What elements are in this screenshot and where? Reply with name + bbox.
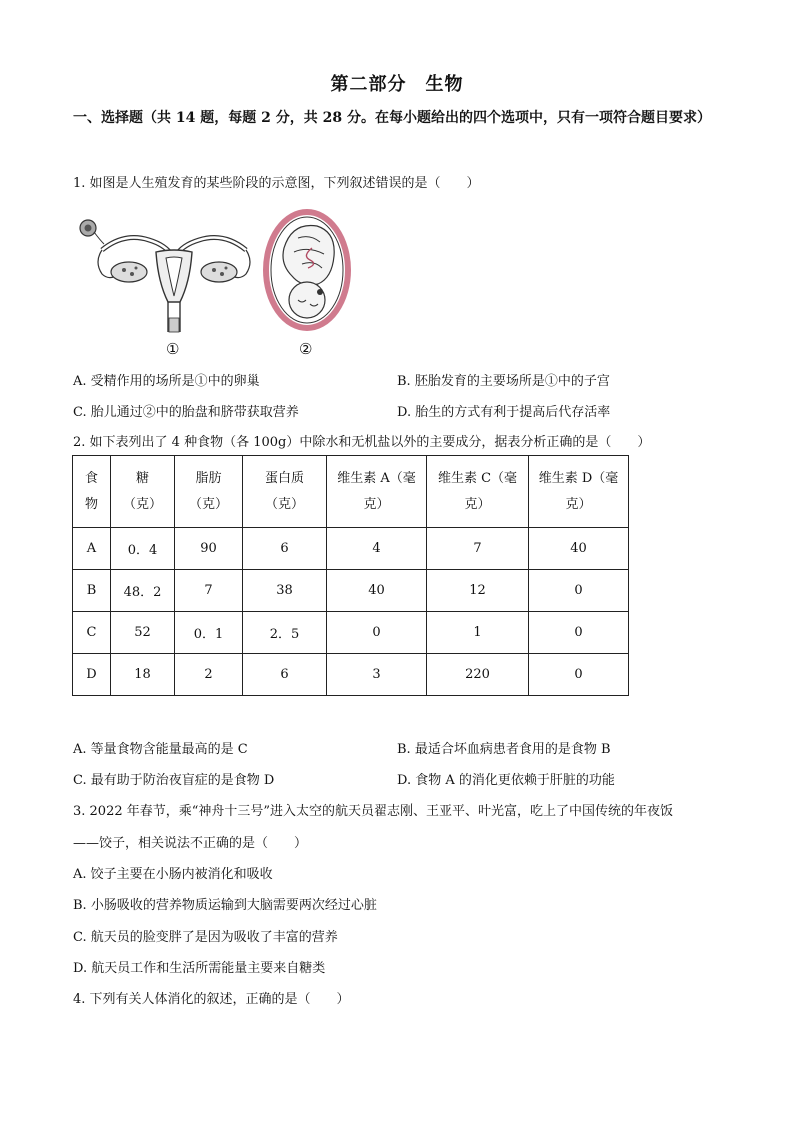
table-cell: 3 — [327, 654, 427, 696]
table-cell: 90 — [175, 528, 243, 570]
table-cell: 0 — [529, 612, 629, 654]
table-header-cell: 糖 （克） — [111, 456, 175, 528]
question-4-stem: 4. 下列有关人体消化的叙述，正确的是（ ） — [73, 992, 350, 1007]
table-cell: 220 — [427, 654, 529, 696]
table-cell: 7 — [427, 528, 529, 570]
question-2-stem: 2. 如下表列出了 4 种食物（各 100g）中除水和无机盐以外的主要成分，据表分析正确的是（ ） — [73, 435, 651, 450]
table-header-cell: 食 物 — [73, 456, 111, 528]
table-cell: B — [73, 570, 111, 612]
table-row — [73, 570, 629, 612]
q2-option-a: A. 等量食物含能量最高的是 C — [73, 742, 248, 757]
q3-option-b: B. 小肠吸收的营养物质运输到大脑需要两次经过心脏 — [73, 898, 377, 913]
table-row — [73, 612, 629, 654]
table-cell: 40 — [327, 570, 427, 612]
q1-option-c: C. 胎儿通过②中的胎盘和脐带获取营养 — [73, 405, 299, 420]
q3-option-a: A. 饺子主要在小肠内被消化和吸收 — [73, 867, 273, 882]
table-row — [73, 528, 629, 570]
table-cell: 1 — [427, 612, 529, 654]
q3-option-c: C. 航天员的脸变胖了是因为吸收了丰富的营养 — [73, 930, 338, 945]
table-cell: 6 — [243, 528, 327, 570]
table-cell: A — [73, 528, 111, 570]
table-cell: 7 — [175, 570, 243, 612]
table-cell: 2 — [175, 654, 243, 696]
table-header-row — [73, 456, 629, 528]
table-header-cell: 维生素 A（毫 克） — [327, 456, 427, 528]
q3-option-d: D. 航天员工作和生活所需能量主要来自糖类 — [73, 961, 326, 976]
food-nutrient-table — [72, 455, 629, 696]
table-cell: 52 — [111, 612, 175, 654]
table-cell: 18 — [111, 654, 175, 696]
figure-label-2: ② — [299, 340, 313, 358]
table-cell: 2．5 — [243, 612, 327, 654]
table-cell: 0 — [529, 654, 629, 696]
table-header-cell: 脂肪 （克） — [175, 456, 243, 528]
fetus-in-uterus-figure — [262, 208, 352, 336]
page-title: 第二部分 生物 — [330, 74, 464, 95]
table-header-cell: 维生素 C（毫 克） — [427, 456, 529, 528]
q1-option-b: B. 胚胎发育的主要场所是①中的子宫 — [397, 374, 610, 389]
table-cell: 48．2 — [111, 570, 175, 612]
table-cell: 0．4 — [111, 528, 175, 570]
q1-option-a: A. 受精作用的场所是①中的卵巢 — [73, 374, 260, 389]
table-cell: C — [73, 612, 111, 654]
question-3-stem-line1: 3. 2022 年春节，乘“神舟十三号”进入太空的航天员翟志刚、王亚平、叶光富，吃上了中国传统的年夜饭 — [73, 804, 674, 819]
figure-label-1: ① — [166, 340, 180, 358]
table-cell: 12 — [427, 570, 529, 612]
table-cell: 0 — [327, 612, 427, 654]
table-header-cell: 维生素 D（毫 克） — [529, 456, 629, 528]
q2-option-b: B. 最适合坏血病患者食用的是食物 B — [397, 742, 611, 757]
table-cell: 40 — [529, 528, 629, 570]
table-cell: 0 — [529, 570, 629, 612]
q1-option-d: D. 胎生的方式有利于提高后代存活率 — [397, 405, 611, 420]
table-cell: 0．1 — [175, 612, 243, 654]
table-header-cell: 蛋白质 （克） — [243, 456, 327, 528]
section-heading: 一、选择题（共 14 题，每题 2 分，共 28 分。在每小题给出的四个选项中，只有一项符合题目要求） — [73, 110, 711, 126]
table-cell: 38 — [243, 570, 327, 612]
q2-option-c: C. 最有助于防治夜盲症的是食物 D — [73, 773, 275, 788]
q2-option-d: D. 食物 A 的消化更依赖于肝脏的功能 — [397, 773, 615, 788]
reproductive-system-figure — [74, 210, 274, 340]
table-cell: D — [73, 654, 111, 696]
table-row — [73, 654, 629, 696]
question-1-stem: 1. 如图是人生殖发育的某些阶段的示意图，下列叙述错误的是（ ） — [73, 176, 480, 191]
table-cell: 4 — [327, 528, 427, 570]
table-cell: 6 — [243, 654, 327, 696]
question-3-stem-line2: ——饺子，相关说法不正确的是（ ） — [73, 836, 308, 851]
